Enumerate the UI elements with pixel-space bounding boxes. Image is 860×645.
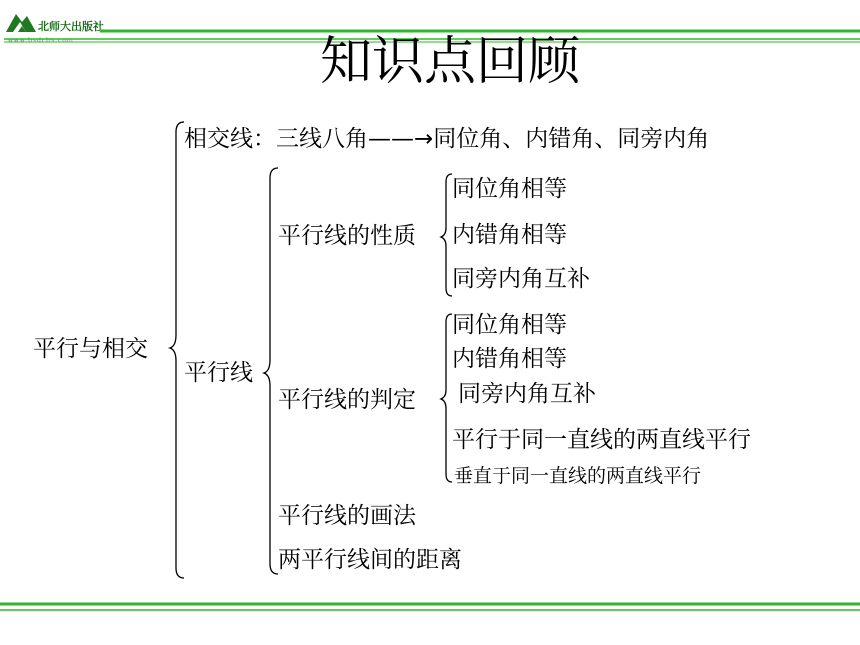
- node-root: 平行与相交: [33, 336, 148, 362]
- brace-parallel: [264, 168, 278, 574]
- node-drawing: 平行线的画法: [278, 503, 416, 529]
- brace-root: [170, 122, 184, 578]
- node-criteria: 平行线的判定: [278, 387, 416, 413]
- logo-url: www.bsdcbs.com: [8, 37, 74, 44]
- node-parallel-lines: 平行线: [184, 360, 253, 386]
- node-properties: 平行线的性质: [278, 223, 416, 249]
- property-item: 同旁内角互补: [452, 266, 590, 292]
- criteria-item: 内错角相等: [452, 346, 567, 372]
- criteria-item: 平行于同一直线的两直线平行: [452, 427, 751, 453]
- criteria-item: 垂直于同一直线的两直线平行: [454, 465, 702, 487]
- criteria-item: 同旁内角互补: [458, 381, 596, 407]
- brace-properties: [441, 174, 452, 296]
- property-item: 内错角相等: [452, 222, 567, 248]
- criteria-item: 同位角相等: [452, 312, 567, 338]
- node-intersecting-lines: 相交线：三线八角——→同位角、内错角、同旁内角: [184, 126, 710, 152]
- logo-text: 北师大出版社: [38, 20, 104, 33]
- brace-criteria: [441, 314, 452, 482]
- node-distance: 两平行线间的距离: [278, 547, 462, 573]
- property-item: 同位角相等: [452, 176, 567, 202]
- page-title: 知识点回顾: [319, 32, 580, 92]
